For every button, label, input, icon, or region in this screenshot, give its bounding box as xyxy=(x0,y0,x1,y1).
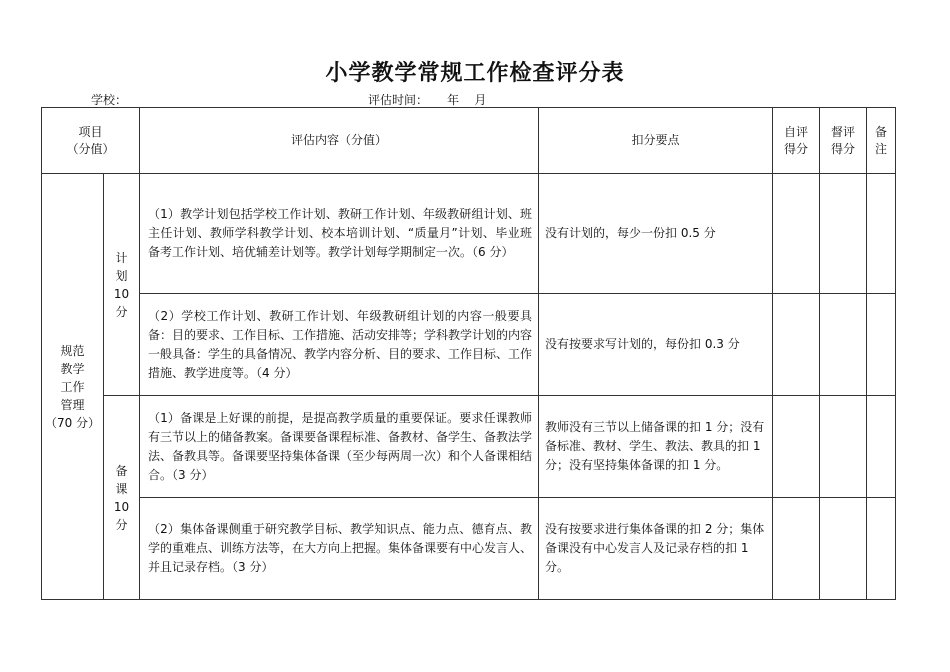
table-row xyxy=(42,498,896,600)
self-score-cell[interactable] xyxy=(773,174,820,294)
header-content: 评估内容（分值） xyxy=(140,108,539,174)
note-cell[interactable] xyxy=(867,294,896,396)
self-score-cell[interactable] xyxy=(773,396,820,498)
deduct-cell: 没有按要求进行集体备课的扣 2 分；集体备课没有中心发言人及记录存档的扣 1 分。 xyxy=(539,498,773,600)
header-row xyxy=(42,108,896,174)
supervisor-score-cell[interactable] xyxy=(820,498,867,600)
note-cell[interactable] xyxy=(867,396,896,498)
subcategory-prep: 备 课 10 分 xyxy=(104,396,140,600)
page-title: 小学教学常规工作检查评分表 xyxy=(325,61,625,86)
supervisor-score-cell[interactable] xyxy=(820,396,867,498)
header-note: 备 注 xyxy=(867,108,896,174)
header-item: 项目 （分值） xyxy=(42,108,140,174)
supervisor-score-cell[interactable] xyxy=(820,174,867,294)
supervisor-score-cell[interactable] xyxy=(820,294,867,396)
header-self-score: 自评 得分 xyxy=(773,108,820,174)
content-cell: （1）教学计划包括学校工作计划、教研工作计划、年级教研组计划、班主任计划、教师学科教学计划、校本培训计划、“质量月”计划、毕业班备考工作计划、培优辅差计划等。教学计划每学期制定一次。（6 分） xyxy=(140,174,539,294)
deduct-cell: 没有按要求写计划的，每份扣 0.3 分 xyxy=(539,294,773,396)
deduct-cell: 没有计划的，每少一份扣 0.5 分 xyxy=(539,174,773,294)
evaluation-time-label: 评估时间： 年 月 xyxy=(368,93,487,107)
evaluation-table xyxy=(41,107,896,600)
note-cell[interactable] xyxy=(867,174,896,294)
table-row xyxy=(42,174,896,294)
deduct-cell: 教师没有三节以上储备课的扣 1 分；没有备标准、教材、学生、教法、教具的扣 1 分；没有坚持集体备课的扣 1 分。 xyxy=(539,396,773,498)
content-cell: （2）集体备课侧重于研究教学目标、教学知识点、能力点、德育点、教学的重难点、训练方法等，在大方向上把握。集体备课要有中心发言人、并且记录存档。（3 分） xyxy=(140,498,539,600)
self-score-cell[interactable] xyxy=(773,498,820,600)
self-score-cell[interactable] xyxy=(773,294,820,396)
table-row xyxy=(42,294,896,396)
note-cell[interactable] xyxy=(867,498,896,600)
school-label: 学校： xyxy=(91,93,128,107)
header-deduct: 扣分要点 xyxy=(539,108,773,174)
table-row xyxy=(42,396,896,498)
subcategory-plan: 计 划 10 分 xyxy=(104,174,140,396)
content-cell: （2）学校工作计划、教研工作计划、年级教研组计划的内容一般要具备：目的要求、工作目标、工作措施、活动安排等；学科教学计划的内容一般具备：学生的具备情况、教学内容分析、目的要求、工作目标、工作措施、教学进度等。（4 分） xyxy=(140,294,539,396)
content-cell: （1）备课是上好课的前提，是提高教学质量的重要保证。要求任课教师有三节以上的储备教案。备课要备课程标准、备教材、备学生、备教法学法、备教具等。备课要坚持集体备课（至少每两周一次）和个人备课相结合。（3 分） xyxy=(140,396,539,498)
header-supervisor-score: 督评 得分 xyxy=(820,108,867,174)
category-cell: 规范 教学 工作 管理 （70 分） xyxy=(42,174,104,600)
